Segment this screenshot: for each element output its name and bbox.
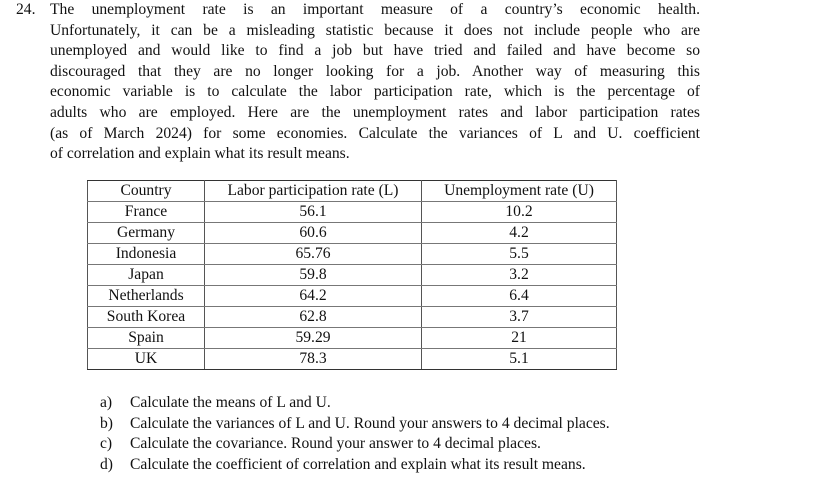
question-letter: d)	[100, 455, 113, 473]
header-labor-participation: Labor participation rate (L)	[205, 181, 422, 202]
cell-labor: 65.76	[205, 244, 422, 265]
problem-line: Unfortunately, it can be a misleading statistic because it does not include people who are	[50, 21, 700, 39]
cell-unemployment: 10.2	[422, 202, 617, 223]
cell-unemployment: 21	[422, 328, 617, 349]
cell-country: Netherlands	[88, 286, 205, 307]
problem-line: (as of March 2024) for some economies. Calculate the variances of L and U. coefficient	[50, 124, 700, 142]
cell-unemployment: 5.1	[422, 349, 617, 370]
problem-line: adults who are employed. Here are the unemployment rates and labor participation rates	[50, 103, 700, 121]
question-text: Calculate the variances of L and U. Round your answers to 4 decimal places.	[130, 414, 610, 432]
cell-labor: 64.2	[205, 286, 422, 307]
question-text: Calculate the means of L and U.	[130, 394, 331, 411]
problem-line: discouraged that they are no longer looking for a job. Another way of measuring this	[50, 62, 700, 80]
problem-number: 24.	[16, 1, 36, 18]
problem-line: unemployed and would like to find a job but have tried and failed and have become so	[50, 42, 700, 60]
cell-labor: 78.3	[205, 349, 422, 370]
cell-country: South Korea	[88, 307, 205, 328]
table-row	[88, 328, 617, 349]
header-unemployment: Unemployment rate (U)	[422, 181, 617, 202]
cell-unemployment: 6.4	[422, 286, 617, 307]
cell-labor: 59.29	[205, 328, 422, 349]
cell-labor: 56.1	[205, 202, 422, 223]
cell-country: Germany	[88, 223, 205, 244]
cell-country: Spain	[88, 328, 205, 349]
table-header-row	[88, 181, 617, 202]
cell-labor: 60.6	[205, 223, 422, 244]
cell-unemployment: 5.5	[422, 244, 617, 265]
cell-country: Indonesia	[88, 244, 205, 265]
cell-unemployment: 3.2	[422, 265, 617, 286]
question-letter: b)	[100, 414, 113, 432]
table-row	[88, 286, 617, 307]
cell-unemployment: 3.7	[422, 307, 617, 328]
table-row	[88, 265, 617, 286]
cell-country: Japan	[88, 265, 205, 286]
data-table	[87, 180, 617, 370]
table-row	[88, 307, 617, 328]
problem-line: economic variable is to calculate the labor participation rate, which is the percentage of	[50, 83, 700, 101]
cell-country: UK	[88, 349, 205, 370]
cell-labor: 62.8	[205, 307, 422, 328]
question-text: Calculate the covariance. Round your answer to 4 decimal places.	[130, 435, 541, 453]
cell-unemployment: 4.2	[422, 223, 617, 244]
problem-line: of correlation and explain what its result means.	[50, 145, 350, 163]
question-list	[100, 393, 610, 475]
table-row	[88, 349, 617, 370]
table-row	[88, 202, 617, 223]
question-item	[100, 393, 610, 414]
table-row	[88, 244, 617, 265]
header-country: Country	[88, 181, 205, 202]
table-row	[88, 223, 617, 244]
question-item	[100, 434, 610, 455]
question-letter: a)	[100, 394, 113, 411]
question-item	[100, 455, 610, 476]
cell-labor: 59.8	[205, 265, 422, 286]
problem-statement	[16, 0, 700, 165]
question-text: Calculate the coefficient of correlation and explain what its result means.	[130, 455, 586, 473]
problem-line: The unemployment rate is an important measure of a country’s economic health.	[50, 1, 700, 18]
cell-country: France	[88, 202, 205, 223]
question-item	[100, 414, 610, 435]
question-letter: c)	[100, 435, 113, 453]
